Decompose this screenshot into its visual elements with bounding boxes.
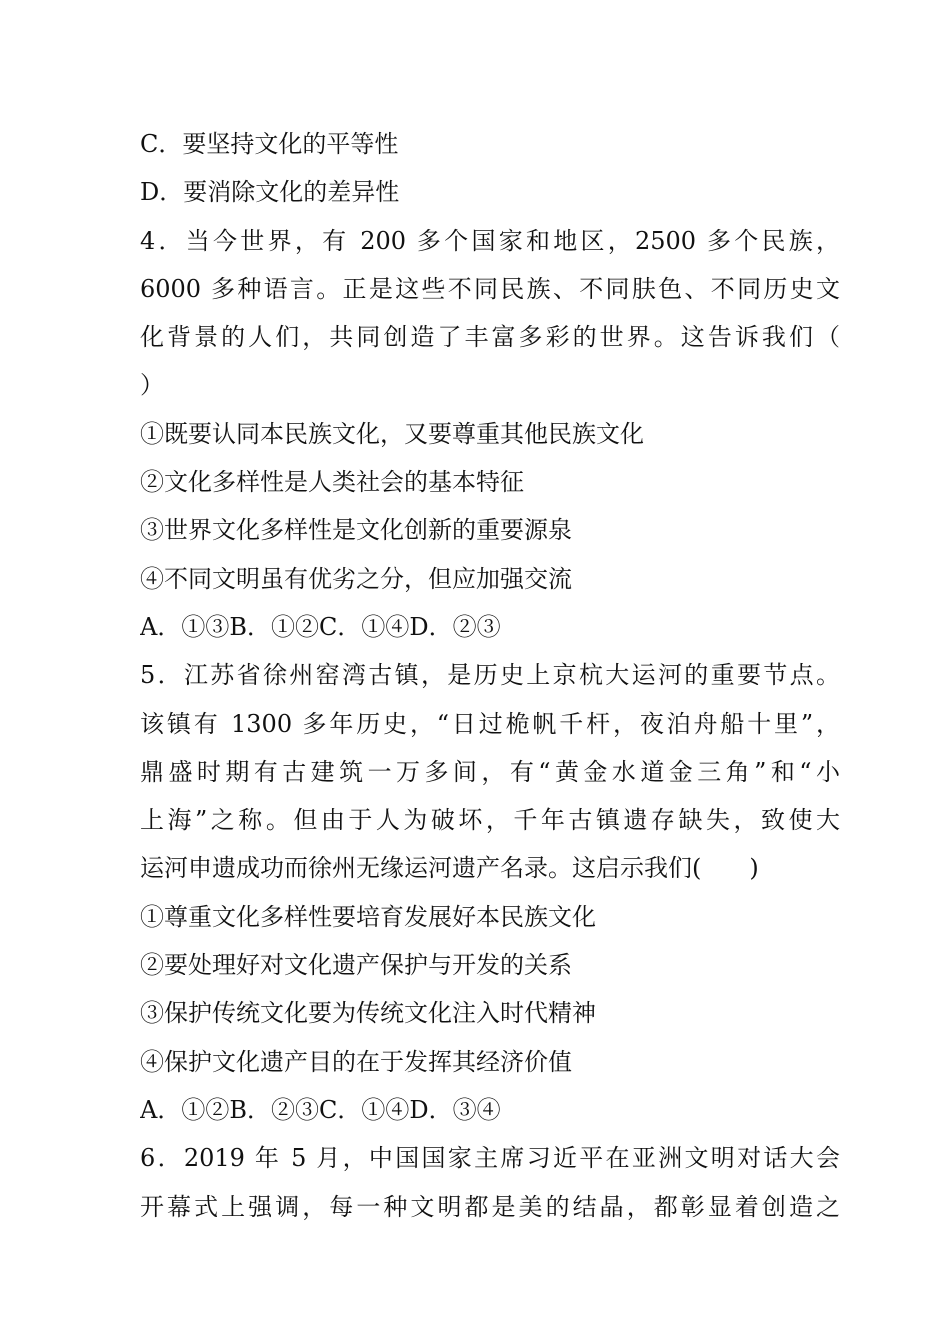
q4-answer-options: A．①③B．①②C．①④D．②③	[140, 612, 501, 641]
option-c-q3: C．要坚持文化的平等性	[140, 130, 399, 158]
question-6-line-2: 开幕式上强调，每一种文明都是美的结晶，都彰显着创造之	[140, 1192, 840, 1221]
q4-statement-2: ②文化多样性是人类社会的基本特征	[140, 468, 524, 497]
option-d-q3: D．要消除文化的差异性	[140, 178, 400, 207]
q4-statement-4: ④不同文明虽有优劣之分，但应加强交流	[140, 564, 572, 593]
q5-statement-4: ④保护文化遗产目的在于发挥其经济价值	[140, 1047, 572, 1076]
question-4-line-4: ）	[140, 371, 164, 400]
question-4-line-3: 化背景的人们，共同创造了丰富多彩的世界。这告诉我们（	[140, 323, 840, 352]
q5-statement-3: ③保护传统文化要为传统文化注入时代精神	[140, 999, 596, 1028]
question-5-line-2: 该镇有 1300 多年历史，“日过桅帆千杆，夜泊舟船十里”，	[140, 709, 840, 738]
question-5-line-4: 上海”之称。但由于人为破坏，千年古镇遗存缺失，致使大	[140, 806, 840, 835]
question-5-line-5: 运河申遗成功而徐州无缘运河遗产名录。这启示我们( )	[140, 854, 759, 883]
q4-statement-1: ①既要认同本民族文化，又要尊重其他民族文化	[140, 419, 644, 448]
text-body	[140, 120, 840, 1231]
question-4-line-2: 6000 多种语言。正是这些不同民族、不同肤色、不同历史文	[140, 274, 840, 303]
question-5-line-1: 5．江苏省徐州窑湾古镇，是历史上京杭大运河的重要节点。	[140, 661, 840, 690]
question-4-line-1: 4．当今世界，有 200 多个国家和地区，2500 多个民族，	[140, 226, 840, 255]
question-6-line-1: 6．2019 年 5 月，中国国家主席习近平在亚洲文明对话大会	[140, 1144, 840, 1173]
q5-statement-2: ②要处理好对文化遗产保护与开发的关系	[140, 951, 572, 980]
q5-answer-options: A．①②B．②③C．①④D．③④	[140, 1095, 501, 1124]
question-5-line-3: 鼎盛时期有古建筑一万多间，有“黄金水道金三角”和“小	[140, 757, 840, 786]
q5-statement-1: ①尊重文化多样性要培育发展好本民族文化	[140, 902, 596, 931]
q4-statement-3: ③世界文化多样性是文化创新的重要源泉	[140, 516, 572, 545]
